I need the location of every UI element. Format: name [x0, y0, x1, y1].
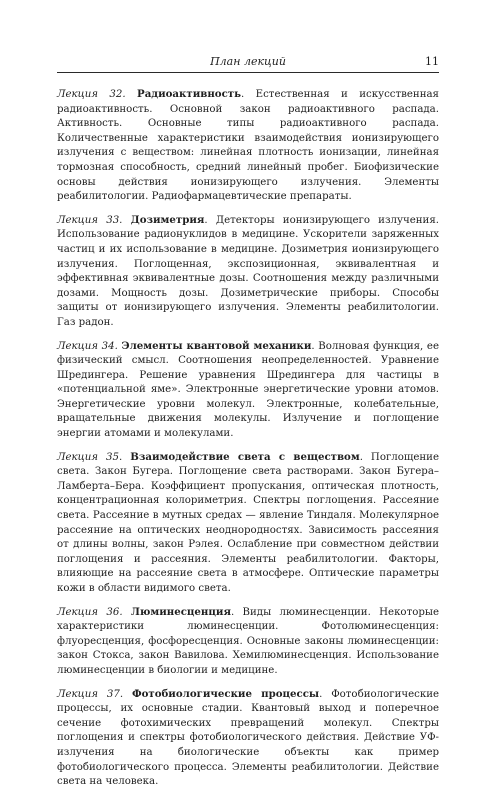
lecture-title: Радиоактивность — [137, 88, 242, 100]
lecture-text: . Виды люминесценции. Некоторые характеристики люминесценции. Фотолюминесценция: флуоресценция, фосфоресценция. Основные законы люминесценции: закон Стокса, закон Вавилова. Хемилюминесценция. Использование люминесценции в биологии и медицине. — [57, 606, 439, 676]
lecture-text: . Детекторы ионизирующего излучения. Использование радионуклидов в медицине. Ускорители заряженных частиц и их использование в медицине. Дозиметрия ионизирующего излучения. Поглощенная, экспозиционная, эквивалентная и эффективная эквивалентные дозы. Соотношения между различными дозами. Мощность дозы. Дозиметрические приборы. Способы защиты от ионизирующего излучения. Элементы реабилитологии. Газ радон. — [57, 214, 439, 328]
lecture-title: Взаимодействие света с веществом — [130, 450, 360, 463]
lecture-number: Лекция 36. — [57, 606, 123, 618]
lecture-text: . Поглощение света. Закон Бугера. Поглощение света растворами. Закон Бугера–Ламберта–Бера. Коэффициент пропускания, оптическая плотность, концентрационная колориметрия. Спектры поглощения. Рассеяние света. Рассеяние в мутных средах — явление Тиндаля. Молекулярное рассеяние на оптических неоднородностях. Зависимость рассеяния от длины волны, закон Рэлея. Ослабление при совместном действии поглощения и рассеяния. Элементы реабилитологии. Факторы, влияющие на рассеяние света в атмосфере. Оптические параметры кожи в области видимого света. — [57, 451, 440, 594]
lecture-title: Дозиметрия — [130, 213, 205, 226]
lecture-title: Фотобиологические процессы — [131, 687, 320, 700]
lecture-36-paragraph — [57, 605, 439, 679]
running-title: План лекций — [210, 55, 286, 68]
book-page — [57, 52, 439, 790]
lecture-34-paragraph — [57, 339, 439, 442]
lecture-text: . Волновая функция, ее физический смысл. Соотношения неопределенностей. Уравнение Шредингера. Решение уравнения Шредингера для частицы в «потенциальной яме». Электронные энергетические уровни атомов. Энергетические уровни молекул. Электронные, колебательные, вращательные движения молекулы. Излучение и поглощение энергии атомами и молекулами. — [57, 340, 439, 440]
lecture-32-paragraph — [57, 87, 439, 205]
lecture-number: Лекция 35. — [57, 451, 123, 463]
lecture-33-paragraph — [57, 213, 439, 331]
lecture-title: Элементы квантовой механики — [121, 339, 312, 352]
lecture-text: . Естественная и искусственная радиоактивность. Основной закон радиоактивного распада. Активность. Основные типы радиоактивного распада. Количественные характеристики взаимодействия ионизирующего излучения с веществом: линейная плотность ионизации, линейная тормозная способность, средний линейный пробег. Биофизические основы действия ионизирующего излучения. Элементы реабилитологии. Радиофармацевтические препараты. — [57, 89, 439, 203]
lecture-number: Лекция 34. — [57, 340, 118, 352]
lecture-number: Лекция 33. — [57, 214, 123, 226]
lecture-number: Лекция 32. — [57, 89, 126, 100]
lecture-35-paragraph — [57, 450, 439, 597]
page-number: 11 — [425, 55, 439, 68]
running-header — [57, 52, 439, 73]
lecture-number: Лекция 37. — [57, 688, 124, 700]
lecture-37-paragraph — [57, 687, 439, 790]
lecture-title: Люминесценция — [130, 605, 231, 618]
lecture-text: . Фотобиологические процессы, их основные стадии. Квантовый выход и поперечное сечение фотохимических превращений молекул. Спектры поглощения и спектры фотобиологического действия. Действие УФ-излучения на биологические объекты как пример фотобиологического процесса. Элементы реабилитологии. Действие света на человека. — [57, 688, 440, 788]
